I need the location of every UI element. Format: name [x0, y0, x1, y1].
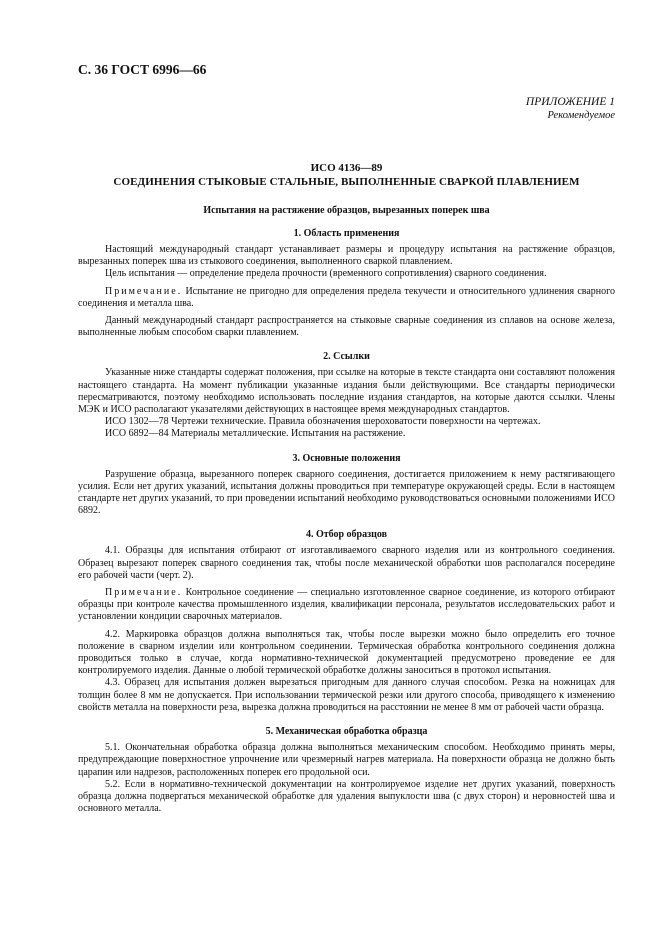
note-text: Испытание не пригодно для определения предела текучести и относительного удлинения сварного соединения и металла шва.	[78, 285, 615, 309]
section-3-heading: 3. Основные положения	[292, 452, 401, 464]
s4-note	[78, 587, 615, 624]
note-text: Контрольное соединение — специально изготовленное сварное соединение, из которого отбирают образцы при контроле качества промышленного изделия, квалификации персонала, результатов исследовательских работ и установлении кондиции сварочных материалов.	[78, 587, 615, 623]
s4-paragraph-3: 4.3. Образец для испытания должен вырезаться пригодным для данного случая способом. Резка на ножницах для толщин более 8 мм не допускается. При использовании термической резки или другого способа, приводящего к изменению свойств металла на поверхности реза, вырезка должна проводиться на расстоянии не менее 8 мм от рабочей части образца.	[78, 677, 615, 713]
note-label: Примечание.	[105, 285, 183, 297]
note-label: Примечание.	[105, 587, 183, 599]
s4-paragraph-2: 4.2. Маркировка образцов должна выполняться так, чтобы после вырезки можно было определить его точное положение в сварном изделии или контрольном соединении. Термическая обработка контрольного соединения должна проводиться только в случае, когда нормативно-технической документацией предусмотрено проведение ее для контролируемого изделия. Данные о любой термической обработке должны заноситься в протокол испытания.	[78, 628, 615, 677]
s1-paragraph-3: Данный международный стандарт распространяется на стыковые сварные соединения из сплавов на основе железа, выполненные любым способом сварки плавлением.	[78, 315, 615, 339]
s1-note	[78, 286, 615, 310]
section-5-heading: 5. Механическая обработка образца	[265, 726, 428, 738]
document-subtitle: Испытания на растяжение образцов, вырезанных поперек шва	[203, 205, 490, 216]
document-title: СОЕДИНЕНИЯ СТЫКОВЫЕ СТАЛЬНЫЕ, ВЫПОЛНЕННЫЕ СВАРКОЙ ПЛАВЛЕНИЕМ	[113, 176, 580, 188]
appendix-title: ПРИЛОЖЕНИЕ 1	[525, 96, 615, 108]
appendix-status: Рекомендуемое	[547, 110, 615, 121]
s3-paragraph-1: Разрушение образца, вырезанного поперек сварного соединения, достигается приложением к нему растягивающего усилия. Если нет других указаний, испытания должны проводиться при температуре окружающей среды. Если в настоящем стандарте нет других указаний, то при проведении испытаний необходимо руководствоваться основными положениями ИСО 6892.	[78, 468, 615, 517]
s4-paragraph-1: 4.1. Образцы для испытания отбирают от изготавливаемого сварного изделия или из контрольного соединения. Образец вырезают поперек сварного соединения так, чтобы после механической обработки шов располагался посередине его рабочей части (черт. 2).	[78, 545, 615, 581]
s1-paragraph-1: Настоящий международный стандарт устанавливает размеры и процедуру испытания на растяжение образцов, вырезанных поперек шва из стыкового соединения, выполненного сваркой плавлением.	[78, 244, 615, 268]
document-page	[78, 62, 615, 815]
s2-paragraph-1: Указанные ниже стандарты содержат положения, при ссылке на которые в тексте стандарта они составляют положения настоящего стандарта. На момент публикации указанные издания были действующими. Все стандарты периодически пересматриваются, поэтому необходимо использовать последние издания стандартов, на которые даются ссылки. Члены МЭК и ИСО располагают указателями действующих в настоящее время международных стандартов.	[78, 367, 615, 416]
iso-number: ИСО 4136—89	[310, 162, 383, 174]
s5-paragraph-2: 5.2. Если в нормативно-технической документации на контролируемое изделие нет других указаний, поверхность образца должна подвергаться механической обработке для удаления выпуклости шва (с двух сторон) и неровностей шва и основного металла.	[78, 778, 615, 815]
appendix-label	[526, 96, 615, 122]
section-4-heading: 4. Отбор образцов	[305, 529, 388, 541]
s2-reference-2: ИСО 6892—84 Материалы металлические. Испытания на растяжение.	[105, 428, 406, 440]
section-1-heading: 1. Область применения	[293, 228, 400, 239]
page-header: С. 36 ГОСТ 6996—66	[78, 62, 207, 77]
s1-paragraph-2: Цель испытания — определение предела прочности (временного сопротивления) сварного соединения.	[105, 268, 547, 280]
s5-paragraph-1: 5.1. Окончательная обработка образца должна выполняться механическим способом. Необходимо принять меры, предупреждающие поверхностное упрочнение или чрезмерный нагрев материала. На поверхности образца не должно быть царапин или надрезов, расположенных поперек его продольной оси.	[78, 742, 615, 778]
section-2-heading: 2. Ссылки	[323, 351, 370, 363]
s2-reference-1: ИСО 1302—78 Чертежи технические. Правила обозначения шероховатости поверхности на чертежах.	[105, 416, 541, 428]
